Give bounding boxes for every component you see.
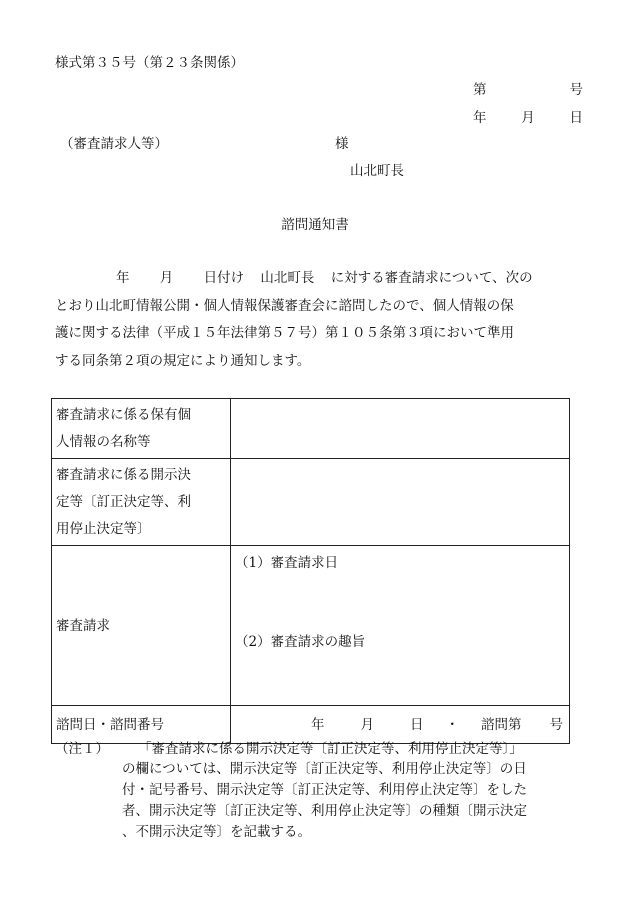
body-line-3: 護に関する法律（平成１５年法律第５７号）第１０５条第３項において準用 [55, 325, 514, 341]
row1-label-line-1: 審査請求に係る保有個 [56, 407, 191, 423]
body-dated: 日付け [203, 270, 245, 286]
row2-label-line-3: 用停止決定等〕 [56, 521, 151, 537]
date-month: 月 [521, 110, 535, 126]
row3-value [231, 546, 570, 706]
row1-label-line-2: 人情報の名称等 [56, 434, 151, 450]
form-number: 様式第３５号（第２３条関係） [55, 55, 244, 71]
note-line-5: 、不開示決定等〕を記載する。 [122, 824, 311, 840]
inquiry-number-suffix: 号 [549, 717, 563, 733]
inquiry-info-table [51, 398, 570, 744]
table-row [52, 546, 570, 706]
inquiry-year: 年 [311, 717, 325, 733]
body-line-1 [55, 266, 533, 286]
inquiry-number-prefix: 諮問第 [481, 717, 522, 733]
note-line-1: 「審査請求に係る開示決定等〔訂正決定等、利用停止決定等〕」 [138, 741, 523, 757]
doc-number-prefix: 第 [473, 82, 487, 98]
date-line [473, 106, 583, 126]
row1-label [52, 399, 231, 459]
note-line-4: 者、開示決定等〔訂正決定等、利用停止決定等〕の種類〔開示決定 [122, 803, 527, 819]
note-line-2: の欄については、開示決定等〔訂正決定等、利用停止決定等〕の日 [122, 761, 527, 777]
doc-number-suffix: 号 [569, 82, 583, 98]
recipient-label: （審査請求人等） [60, 136, 168, 152]
body-issuer: 山北町長 [260, 270, 315, 286]
document-number-line [473, 78, 583, 98]
row2-value [231, 459, 570, 546]
row2-label [52, 459, 231, 546]
body-month: 月 [159, 270, 174, 286]
row1-value [231, 399, 570, 459]
table-row [52, 459, 570, 546]
sender-name: 山北町長 [350, 163, 404, 179]
table-row [52, 399, 570, 459]
inquiry-month: 月 [360, 717, 374, 733]
body-year: 年 [116, 270, 130, 286]
review-purpose-item: （2）審査請求の趣旨 [235, 634, 366, 650]
row4-label: 諮問日・諮問番号 [52, 706, 231, 744]
body-line-4: する同条第２項の規定により通知します。 [55, 353, 311, 369]
body-line-2: とおり山北町情報公開・個人情報保護審査会に諮問したので、個人情報の保 [55, 298, 514, 314]
row2-label-line-1: 審査請求に係る開示決 [56, 467, 191, 483]
honorific: 様 [335, 136, 349, 152]
inquiry-day: 日 [410, 717, 424, 733]
note-label: （注１） [55, 741, 109, 757]
date-day: 日 [569, 110, 583, 126]
note-line-3: 付・記号番号、開示決定等〔訂正決定等、利用停止決定等〕をした [122, 782, 527, 798]
review-date-item: （1）審査請求日 [235, 555, 339, 571]
row3-label: 審査請求 [52, 546, 231, 706]
row2-label-line-2: 定等〔訂正決定等、利 [56, 494, 191, 510]
date-year: 年 [473, 110, 487, 126]
inquiry-separator: ・ [445, 717, 459, 733]
body-rest: に対する審査請求について、次の [330, 270, 533, 286]
document-title: 諮問通知書 [281, 217, 349, 233]
